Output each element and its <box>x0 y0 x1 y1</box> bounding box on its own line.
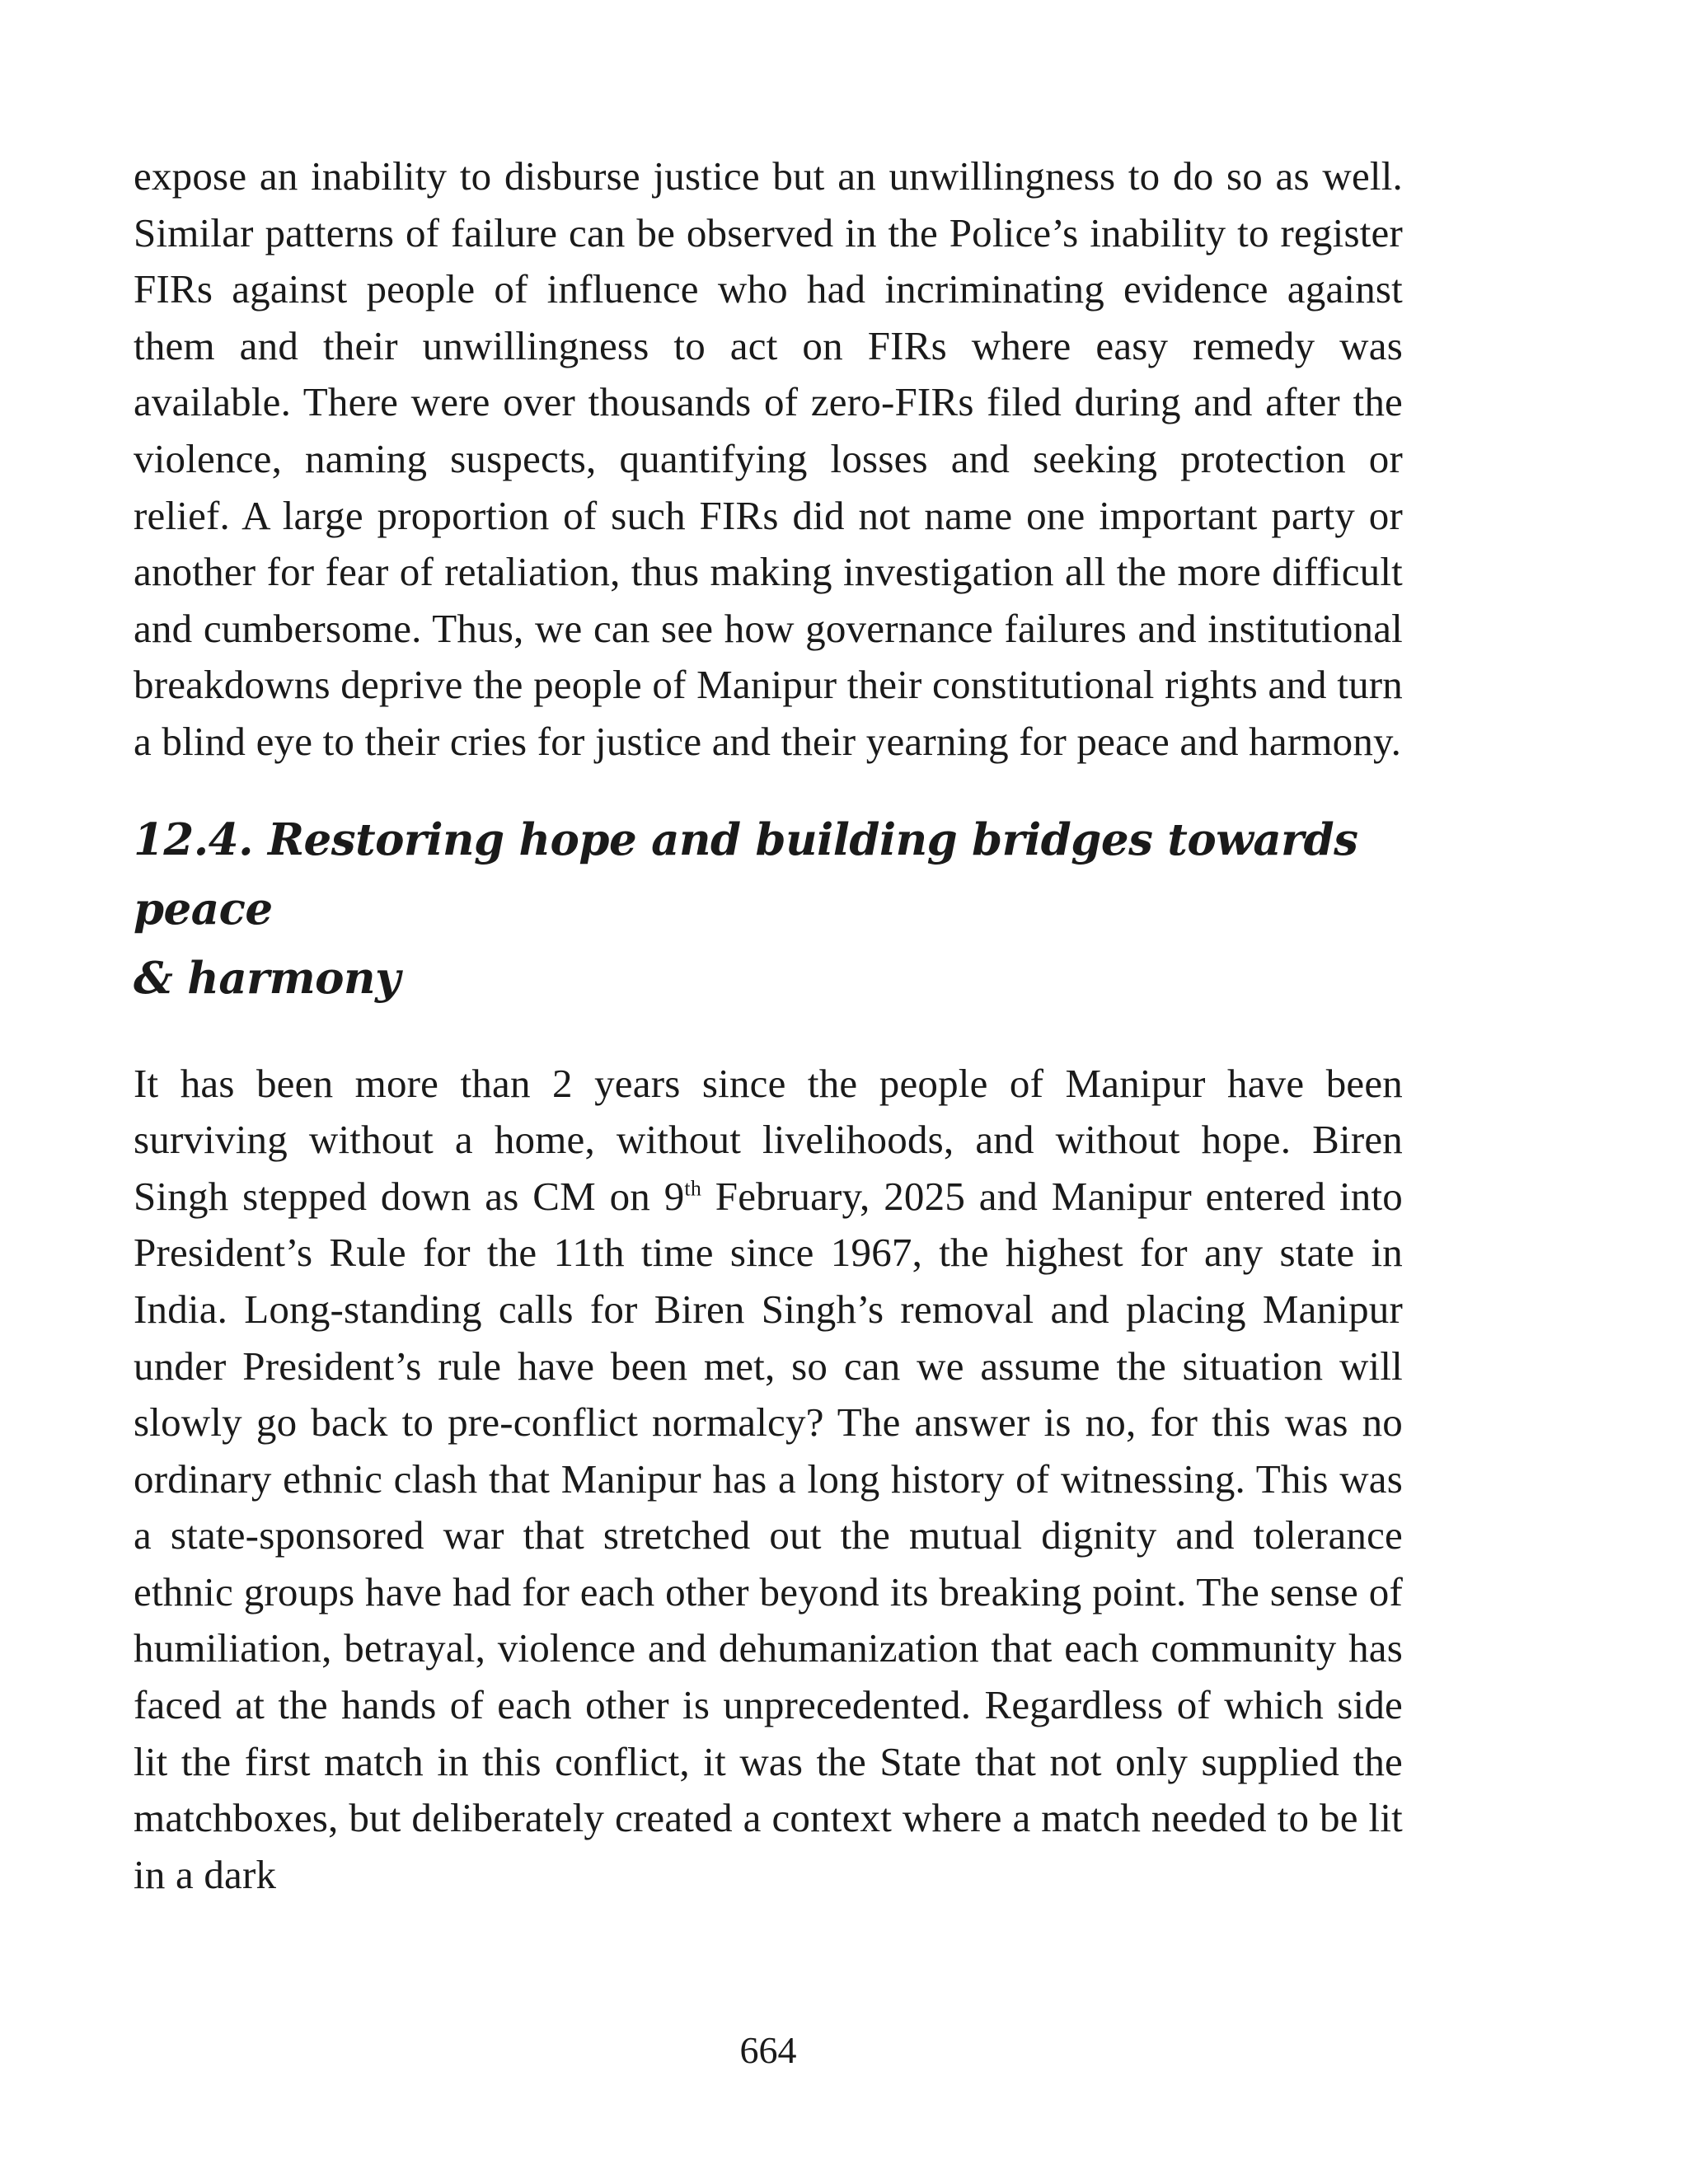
page-number: 664 <box>739 2029 797 2071</box>
page-body <box>134 148 1403 1903</box>
ordinal-superscript: th <box>684 1176 702 1201</box>
paragraph-text-part-2: February, 2025 and Manipur entered into President’s Rule for the 11th time since 1967, the highest for any state in India. Long-standing calls for Biren Singh’s removal and placing Manipur under President’s rule have been met, so can we assume the situation will slowly go back to pre-conflict normalcy? The answer is no, for this was no ordinary ethnic clash that Manipur has a long history of witnessing. This was a state-sponsored war that stretched out the mutual dignity and tolerance ethnic groups have had for each other beyond its breaking point. The sense of humiliation, betrayal, violence and dehumanization that each community has faced at the hands of each other is unprecedented. Regardless of which side lit the first match in this conflict, it was the State that not only supplied the matchboxes, but deliberately created a context where a match needed to be lit in a dark <box>134 1173 1403 1897</box>
section-heading-12-4 <box>134 805 1403 1013</box>
paragraph-text-part-1: It has been more than 2 years since the people of Manipur have been surviving without a home, without livelihoods, and without hope. Biren Singh stepped down as CM on 9 <box>134 1060 1403 1219</box>
heading-line-2: & harmony <box>134 952 401 1004</box>
paragraph-restoring-hope <box>134 1056 1403 1904</box>
paragraph-governance-failures: expose an inability to disburse justice but an unwillingness to do so as well. Similar patterns of failure can be observed in the Police’s inability to register FIRs against people of influence who had incriminating evidence against them and their unwillingness to act on FIRs where easy remedy was available. There were over thousands of zero-FIRs filed during and after the violence, naming suspects, quantifying losses and seeking protection or relief. A large proportion of such FIRs did not name one important party or another for fear of retaliation, thus making investigation all the more difficult and cumbersome. Thus, we can see how governance failures and institutional breakdowns deprive the people of Manipur their constitutional rights and turn a blind eye to their cries for justice and their yearning for peace and harmony. <box>134 153 1403 764</box>
heading-line-1: 12.4. Restoring hope and building bridges towards peace <box>134 813 1358 935</box>
